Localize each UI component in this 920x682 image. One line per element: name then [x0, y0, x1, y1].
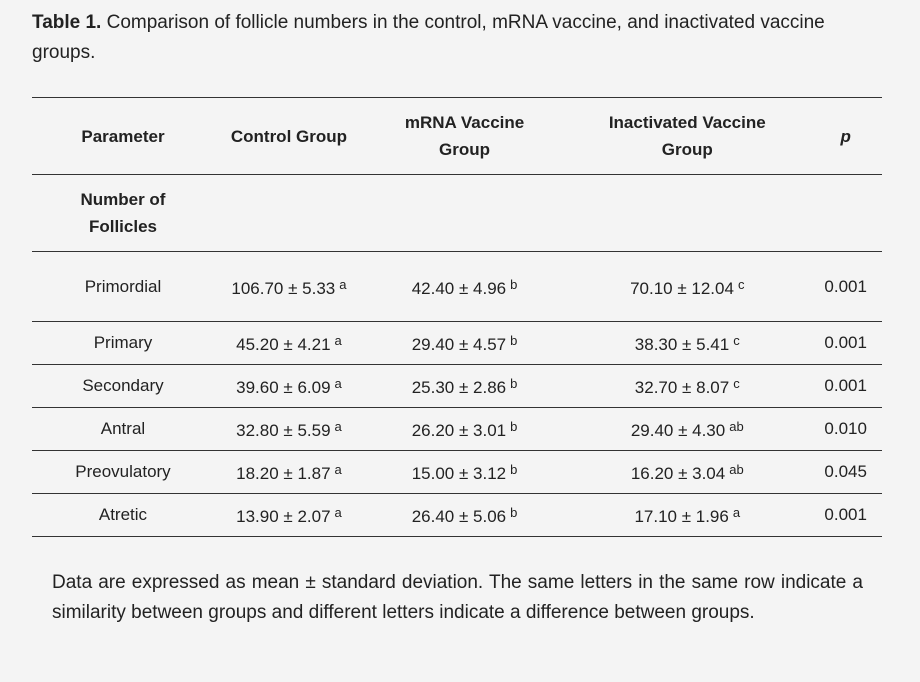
- cell-control: [214, 365, 364, 408]
- cell-parameter: [32, 451, 214, 494]
- header-inactivated: [565, 98, 809, 175]
- cell-parameter: [32, 365, 214, 408]
- cell-mrna-superscript: b: [510, 505, 518, 520]
- cell-inactivated-superscript: ab: [729, 462, 744, 477]
- cell-inactivated-value: 70.10 ± 12.04: [630, 278, 734, 298]
- cell-inactivated-value: 29.40 ± 4.30: [630, 421, 726, 440]
- cell-control-superscript: a: [334, 462, 342, 477]
- header-p: p: [809, 98, 882, 175]
- cell-mrna: [364, 408, 565, 451]
- cell-control-superscript: a: [339, 276, 347, 292]
- cell-p-value: 0.001: [824, 276, 867, 296]
- cell-parameter: [32, 322, 214, 365]
- cell-control-value: 18.20 ± 1.87: [236, 464, 331, 483]
- table-row: [32, 322, 882, 365]
- cell-p: [809, 408, 882, 451]
- follicle-table: [32, 97, 882, 537]
- cell-inactivated: [565, 494, 809, 537]
- cell-parameter-value: Antral: [100, 419, 146, 438]
- cell-p-value: 0.001: [824, 505, 867, 524]
- cell-mrna-value: 26.40 ± 5.06: [411, 507, 507, 526]
- cell-parameter-value: Atretic: [98, 505, 148, 524]
- cell-mrna: [364, 252, 565, 322]
- table-row: [32, 252, 882, 322]
- table-row: [32, 494, 882, 537]
- header-control: Control Group: [214, 98, 364, 175]
- table-footnote: Data are expressed as mean ± standard deviation. The same letters in the same row indicate a similarity between groups and different letters indicate a difference between groups.: [52, 572, 863, 623]
- cell-control-wrap: [230, 273, 348, 301]
- cell-control: [214, 322, 364, 365]
- cell-mrna-superscript: b: [510, 419, 518, 434]
- table-row: [32, 365, 882, 408]
- cell-p-value: 0.045: [824, 462, 867, 481]
- cell-control: [214, 494, 364, 537]
- cell-parameter-value: Primordial: [84, 276, 162, 296]
- cell-p-value: 0.010: [824, 419, 867, 438]
- caption-text: Comparison of follicle numbers in the control, mRNA vaccine, and inactivated vaccine groups.: [32, 12, 825, 63]
- cell-parameter: [32, 252, 214, 322]
- cell-inactivated: [565, 408, 809, 451]
- cell-inactivated-value: 38.30 ± 5.41: [634, 335, 730, 354]
- cell-inactivated: [565, 365, 809, 408]
- table-row: [32, 451, 882, 494]
- cell-control: [214, 451, 364, 494]
- cell-mrna-superscript: b: [510, 276, 518, 292]
- section-label: [32, 175, 214, 252]
- header-inactivated-text: Inactivated Vaccine Group: [608, 113, 766, 159]
- cell-mrna-value: 42.40 ± 4.96: [411, 278, 507, 298]
- cell-mrna-value: 25.30 ± 2.86: [411, 378, 507, 397]
- cell-control-superscript: a: [334, 419, 342, 434]
- header-row: [32, 98, 882, 175]
- cell-parameter-value: Secondary: [82, 376, 164, 395]
- cell-mrna-superscript: b: [510, 333, 518, 348]
- cell-control-value: 106.70 ± 5.33: [231, 278, 336, 298]
- header-mrna: [364, 98, 565, 175]
- cell-inactivated-value: 16.20 ± 3.04: [630, 464, 726, 483]
- cell-p: [809, 494, 882, 537]
- cell-parameter-value: Preovulatory: [75, 462, 171, 481]
- cell-control-value: 32.80 ± 5.59: [236, 421, 331, 440]
- caption-label: Table 1.: [32, 12, 102, 33]
- cell-control-value: 39.60 ± 6.09: [236, 378, 331, 397]
- table-caption: [32, 8, 888, 68]
- cell-mrna-value: 15.00 ± 3.12: [411, 464, 507, 483]
- cell-inactivated-superscript: c: [733, 333, 740, 348]
- cell-mrna: [364, 451, 565, 494]
- cell-inactivated: [565, 252, 809, 322]
- cell-mrna: [364, 494, 565, 537]
- cell-parameter: [32, 494, 214, 537]
- cell-inactivated: [565, 451, 809, 494]
- header-parameter: Parameter: [32, 98, 214, 175]
- cell-control-superscript: a: [334, 376, 342, 391]
- cell-mrna-superscript: b: [510, 376, 518, 391]
- cell-p: [809, 252, 882, 322]
- cell-control-value: 45.20 ± 4.21: [236, 335, 331, 354]
- cell-inactivated: [565, 322, 809, 365]
- cell-parameter-value: Primary: [93, 333, 153, 352]
- cell-control-value: 13.90 ± 2.07: [236, 507, 331, 526]
- cell-inactivated-value: 17.10 ± 1.96: [634, 507, 729, 526]
- cell-inactivated-superscript: c: [737, 276, 745, 292]
- section-row: [32, 175, 882, 252]
- cell-mrna: [364, 365, 565, 408]
- cell-mrna-value: 26.20 ± 3.01: [411, 421, 507, 440]
- section-label-text: Number of Follicles: [80, 190, 166, 236]
- cell-parameter: [32, 408, 214, 451]
- cell-mrna-value: 29.40 ± 4.57: [411, 335, 507, 354]
- cell-control-superscript: a: [334, 333, 342, 348]
- cell-p: [809, 365, 882, 408]
- cell-mrna-superscript: b: [510, 462, 518, 477]
- cell-inactivated-superscript: c: [733, 376, 740, 391]
- cell-mrna: [364, 322, 565, 365]
- cell-p: [809, 322, 882, 365]
- cell-inactivated-superscript: a: [732, 505, 741, 520]
- cell-p: [809, 451, 882, 494]
- cell-control: [214, 408, 364, 451]
- cell-p-value: 0.001: [824, 333, 867, 352]
- cell-control: [214, 252, 364, 322]
- table-row: [32, 408, 882, 451]
- cell-inactivated-value: 32.70 ± 8.07: [634, 378, 730, 397]
- cell-inactivated-superscript: ab: [729, 419, 744, 434]
- cell-p-value: 0.001: [824, 376, 867, 395]
- cell-control-superscript: a: [334, 505, 342, 520]
- header-mrna-text: mRNA Vaccine Group: [404, 113, 525, 159]
